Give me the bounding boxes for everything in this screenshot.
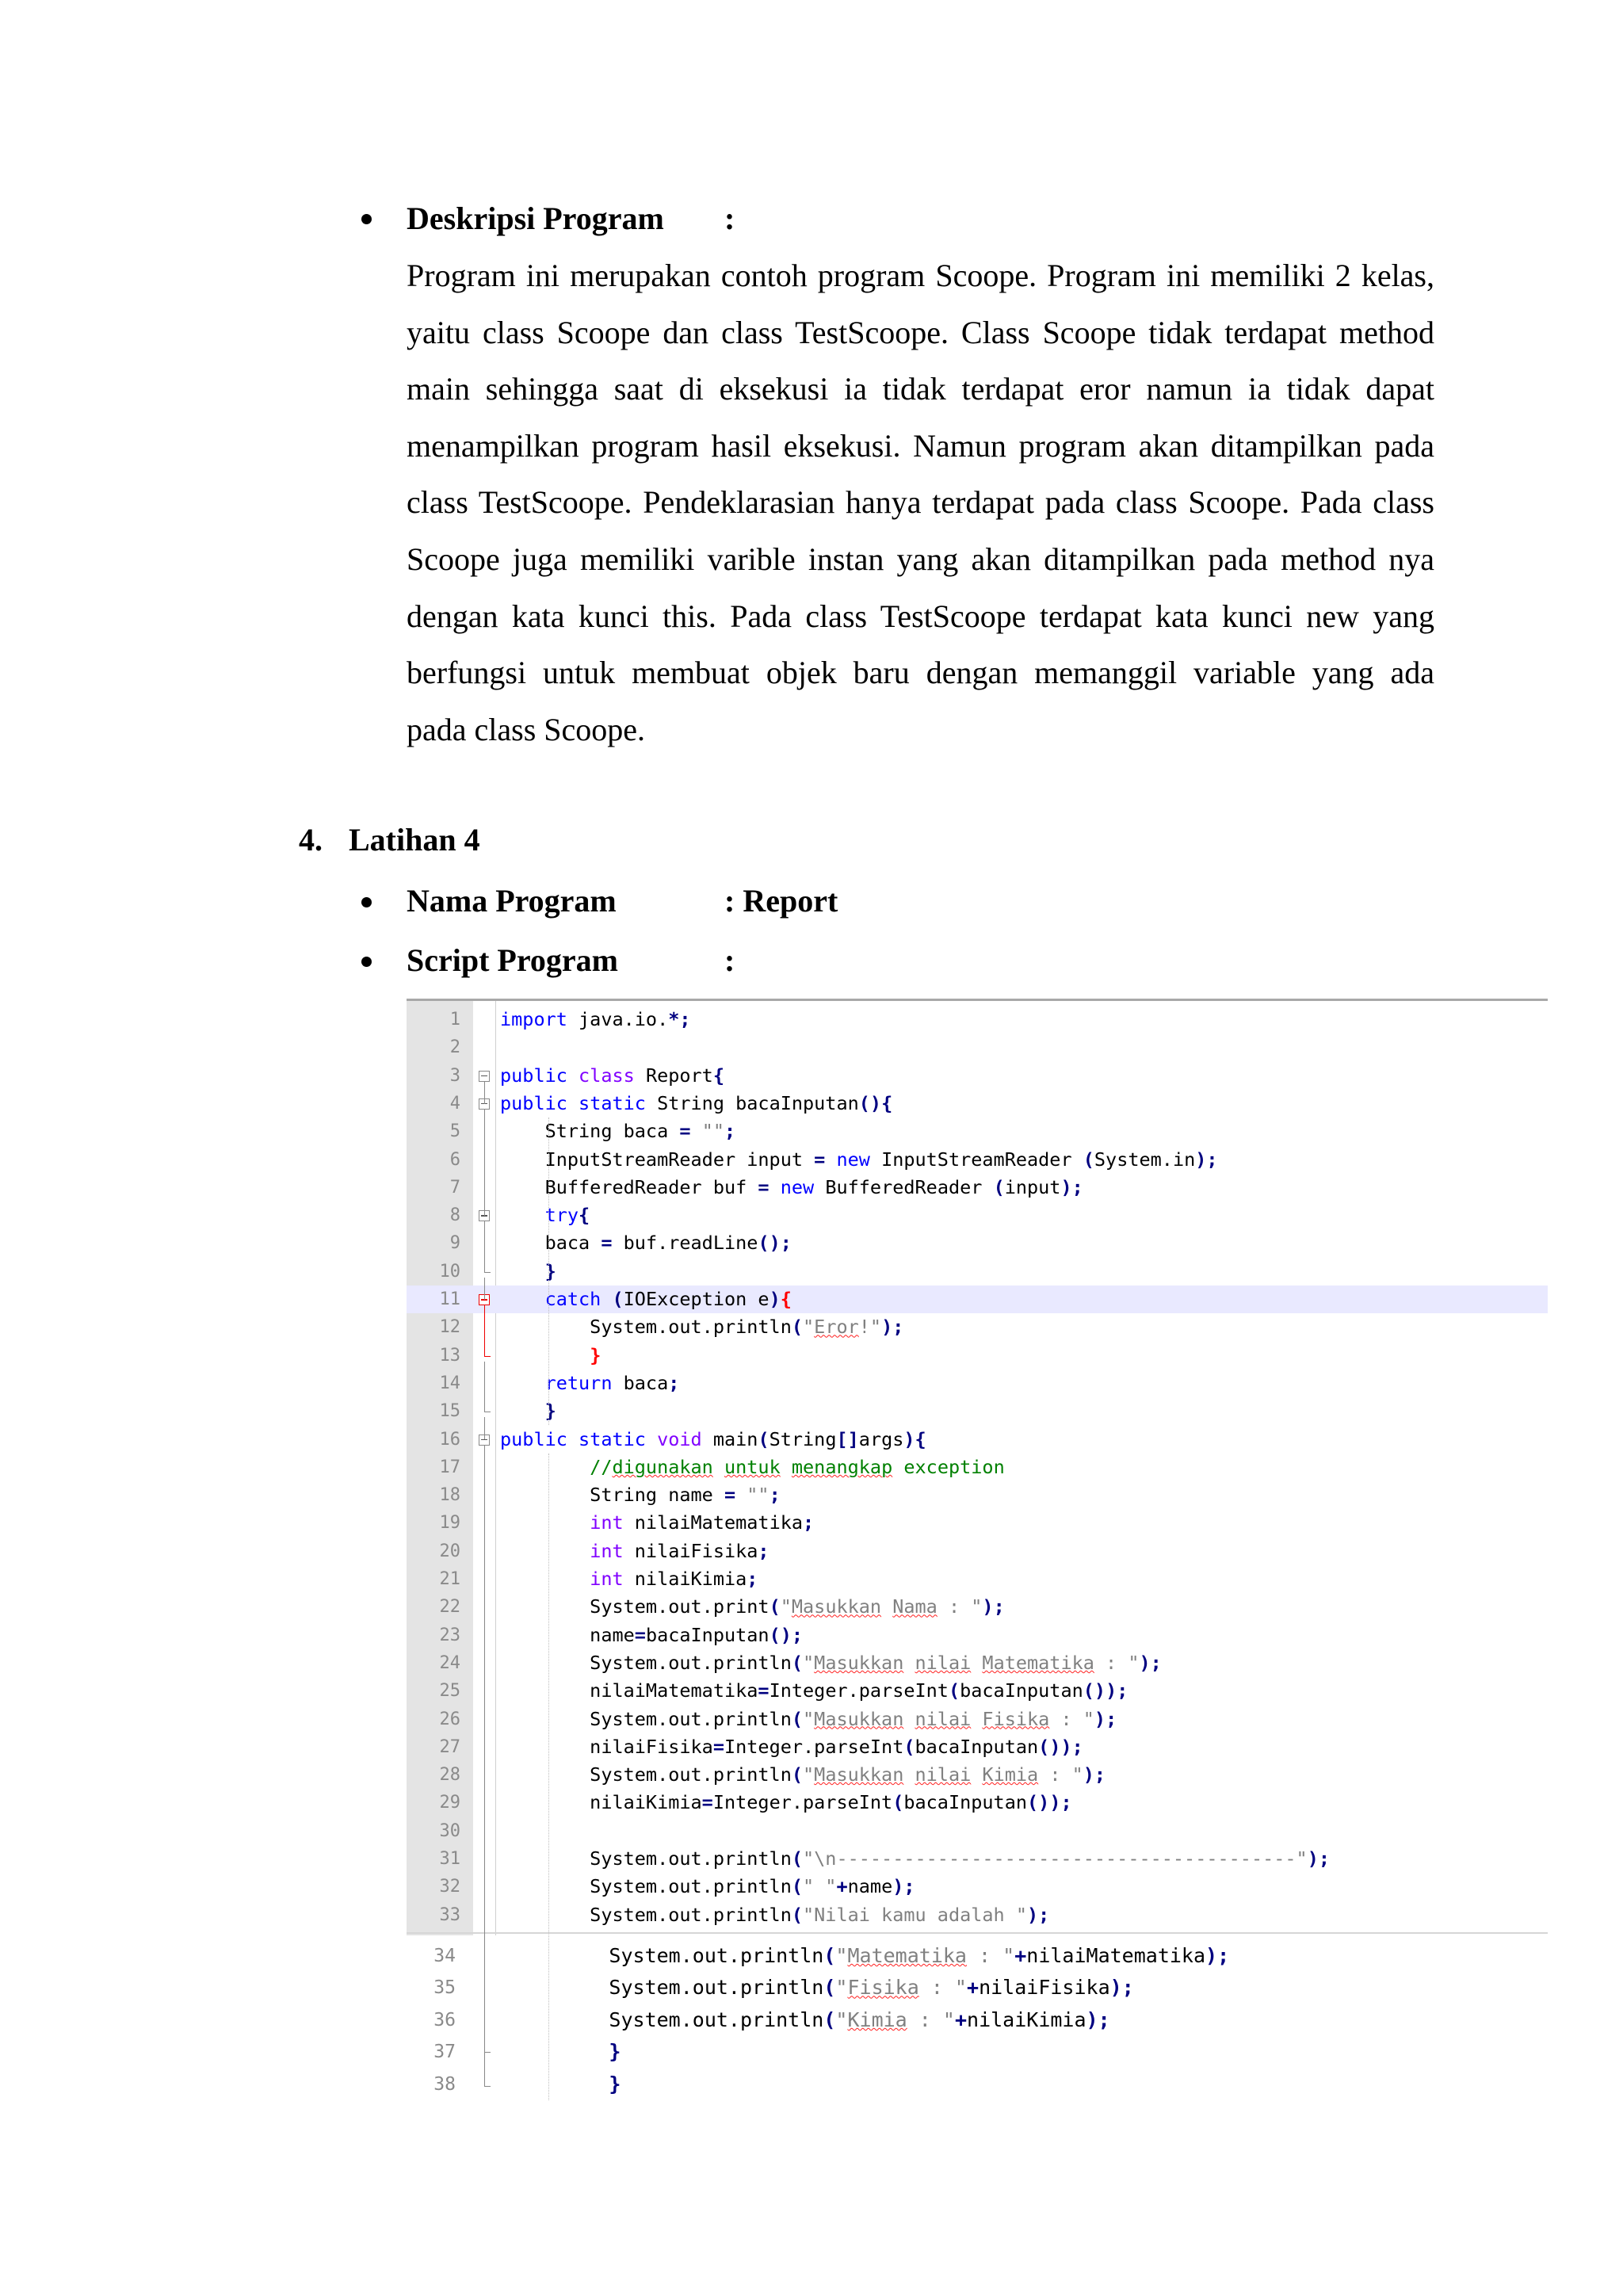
- code-line: [407, 1370, 1548, 1397]
- code-text: System.out.println("Eror!");: [500, 1316, 904, 1339]
- indent-guide: [548, 1454, 549, 2101]
- line-number: 11: [439, 1289, 460, 1309]
- fold-line: [484, 1082, 485, 1104]
- section-colon-deskripsi: :: [724, 201, 735, 236]
- bullet-icon: [361, 897, 372, 907]
- code-text: String baca = "";: [500, 1120, 736, 1143]
- paragraph-line: pada class Scoope.: [407, 711, 646, 747]
- code-text: nilaiKimia=Integer.parseInt(bacaInputan());: [500, 1791, 1072, 1814]
- code-line: [407, 2004, 1548, 2037]
- code-text: int nilaiFisika;: [590, 1539, 769, 1562]
- script-program-colon: :: [724, 942, 735, 978]
- line-number: 10: [439, 1261, 460, 1282]
- code-line: [407, 1706, 1548, 1733]
- script-program-label: Script Program: [407, 942, 618, 978]
- code-text: return baca;: [544, 1371, 680, 1394]
- code-line: [407, 1229, 1548, 1257]
- paragraph-line: class TestScoope. Pendeklarasian hanya terdapat pada class Scoope. Pada class: [407, 484, 1434, 521]
- code-text: }: [609, 2072, 621, 2095]
- code-line: [407, 1454, 1548, 1481]
- code-text: System.out.println("Masukkan nilai Fisika : ");: [500, 1707, 1117, 1730]
- line-number: 35: [433, 1977, 456, 1999]
- fold-end-mark: [484, 2052, 491, 2053]
- code-text: System.out.println(" "+name);: [500, 1875, 915, 1898]
- code-line: [407, 1761, 1548, 1789]
- screenshot-seam: [407, 1932, 1548, 1934]
- line-number: 26: [439, 1709, 460, 1729]
- code-line: [407, 1789, 1548, 1817]
- code-text: baca = buf.readLine();: [500, 1232, 792, 1255]
- line-number: 28: [439, 1765, 460, 1786]
- code-line: [407, 2069, 1548, 2101]
- indent-guide: [548, 1117, 549, 1425]
- line-number: 21: [439, 1569, 460, 1589]
- code-line: [407, 1677, 1548, 1705]
- fold-line: [484, 1305, 485, 1356]
- code-text: nilaiMatematika=Integer.parseInt(bacaInputan());: [500, 1679, 1128, 1702]
- code-line: [407, 1649, 1548, 1677]
- fold-line: [484, 1221, 485, 1272]
- code-text: System.out.println("Nilai kamu adalah ");: [500, 1903, 1050, 1926]
- code-text: }: [590, 1343, 601, 1366]
- code-line: [407, 1901, 1548, 1929]
- code-text: }: [544, 1400, 556, 1423]
- code-line: [407, 1201, 1548, 1229]
- line-number: 27: [439, 1736, 460, 1757]
- code-line: [407, 1397, 1548, 1425]
- code-line: [407, 1313, 1548, 1341]
- paragraph-line: Program ini merupakan contoh program Scoope. Program ini memiliki 2 kelas,: [407, 258, 1434, 293]
- code-line: [407, 1481, 1548, 1509]
- line-number: 34: [433, 1945, 456, 1966]
- line-number: 2: [449, 1037, 460, 1058]
- nama-program-value: : Report: [724, 883, 838, 919]
- paragraph-line: yaitu class Scoope dan class TestScoope. Class Scoope tidak terdapat method: [407, 314, 1434, 350]
- line-number: 20: [439, 1541, 460, 1561]
- code-line: [407, 1817, 1548, 1845]
- code-line: [407, 1509, 1548, 1537]
- bullet-icon: [361, 214, 372, 224]
- line-number: 16: [439, 1429, 460, 1450]
- line-number: 38: [433, 2073, 456, 2095]
- code-text: BufferedReader buf = new BufferedReader (input);: [500, 1175, 1083, 1198]
- code-line: [407, 1940, 1548, 1973]
- line-number: 3: [449, 1065, 460, 1086]
- latihan-number: 4.: [299, 822, 323, 858]
- fold-line: [484, 1446, 485, 2086]
- nama-program-label: Nama Program: [407, 883, 617, 919]
- code-line: [407, 1286, 1548, 1313]
- code-text: String name = "";: [500, 1484, 781, 1507]
- line-number: 25: [439, 1681, 460, 1702]
- line-number: 13: [439, 1345, 460, 1366]
- code-text: InputStreamReader input = new InputStreamReader (System.in);: [500, 1148, 1218, 1171]
- paragraph-line: berfungsi untuk membuat objek baru dengan memanggil variable yang ada: [407, 655, 1434, 691]
- code-line: [407, 1117, 1548, 1145]
- fold-end-mark: [484, 2086, 491, 2087]
- fold-end-mark: [484, 1356, 491, 1357]
- code-line: [407, 1090, 1548, 1117]
- line-number: 29: [439, 1793, 460, 1813]
- code-line: [407, 1845, 1548, 1873]
- section-label-deskripsi: Deskripsi Program: [407, 201, 664, 236]
- line-number: 17: [439, 1457, 460, 1477]
- code-line: [407, 1565, 1548, 1593]
- code-text: int nilaiKimia;: [590, 1568, 758, 1590]
- line-number: 1: [449, 1010, 460, 1030]
- code-text: }: [544, 1259, 556, 1282]
- line-number: 23: [439, 1625, 460, 1645]
- code-text: catch (IOException e){: [544, 1288, 792, 1310]
- code-line: [407, 1258, 1548, 1286]
- code-text: name=bacaInputan();: [500, 1623, 804, 1646]
- fold-line: [484, 1417, 485, 1439]
- code-line: [407, 1593, 1548, 1621]
- code-line: [407, 1873, 1548, 1901]
- code-text: public static void main(String[]args){: [500, 1427, 926, 1450]
- paragraph-line: menampilkan program hasil eksekusi. Namun program akan ditampilkan pada: [407, 427, 1434, 464]
- code-line: [407, 1538, 1548, 1565]
- paragraph-line: main sehingga saat di eksekusi ia tidak terdapat eror namun ia tidak dapat: [407, 371, 1434, 407]
- code-line: [407, 1062, 1548, 1090]
- code-text: System.out.println("Kimia : "+nilaiKimia);: [514, 2008, 1110, 2031]
- code-text: public class Report{: [500, 1064, 724, 1087]
- code-text: import java.io.*;: [500, 1008, 691, 1030]
- fold-line: [484, 1110, 485, 1216]
- code-line: [407, 1033, 1548, 1061]
- paragraph-line: Scoope juga memiliki varible instan yang akan ditampilkan pada method nya: [407, 541, 1434, 577]
- code-text: }: [609, 2040, 621, 2064]
- line-number: 15: [439, 1401, 460, 1422]
- latihan-title: Latihan 4: [349, 822, 480, 858]
- line-number: 18: [439, 1485, 460, 1506]
- line-number: 22: [439, 1597, 460, 1618]
- line-number: 8: [449, 1205, 460, 1226]
- code-text: System.out.print("Masukkan Nama : ");: [500, 1595, 1005, 1618]
- code-text: //digunakan untuk menangkap exception: [590, 1455, 1005, 1478]
- code-line: [407, 1426, 1548, 1454]
- code-text: int nilaiMatematika;: [590, 1511, 815, 1534]
- description-paragraph: [407, 247, 1434, 758]
- line-number: 36: [433, 2009, 456, 2030]
- line-number: 24: [439, 1652, 460, 1673]
- bullet-icon: [361, 957, 372, 967]
- fold-line: [484, 1278, 485, 1300]
- code-text: System.out.println("Matematika : "+nilaiMatematika);: [514, 1943, 1230, 1967]
- code-text: try{: [544, 1204, 590, 1227]
- code-line: [407, 1733, 1548, 1761]
- paragraph-line: dengan kata kunci this. Pada class TestScoope terdapat kata kunci new yang: [407, 598, 1434, 634]
- code-text: System.out.println("Fisika : "+nilaiFisika);: [514, 1976, 1134, 2000]
- code-editor: [407, 999, 1548, 2095]
- code-text: System.out.println("\n-----------------------------------------");: [500, 1847, 1330, 1870]
- line-number: 5: [449, 1121, 460, 1142]
- code-line: [407, 2036, 1548, 2069]
- line-number: 6: [449, 1149, 460, 1170]
- code-text: public static String bacaInputan(){: [500, 1091, 893, 1114]
- code-text: nilaiFisika=Integer.parseInt(bacaInputan());: [500, 1735, 1083, 1758]
- fold-toggle-icon[interactable]: [479, 1071, 490, 1082]
- code-line: [407, 1622, 1548, 1649]
- code-text: System.out.println("Masukkan nilai Matematika : ");: [500, 1651, 1162, 1674]
- fold-end-mark: [484, 1272, 491, 1273]
- line-number: 9: [449, 1233, 460, 1254]
- line-number: 31: [439, 1849, 460, 1869]
- line-number: 37: [433, 2042, 456, 2063]
- fold-line: [484, 1362, 485, 1412]
- code-line: [407, 1174, 1548, 1201]
- line-number: 33: [439, 1904, 460, 1925]
- code-line: [407, 1342, 1548, 1370]
- line-number: 7: [449, 1177, 460, 1198]
- line-number: 19: [439, 1513, 460, 1534]
- line-number: 4: [449, 1093, 460, 1114]
- line-number: 14: [439, 1373, 460, 1393]
- code-text: System.out.println("Masukkan nilai Kimia : ");: [500, 1763, 1106, 1786]
- code-line: [407, 1972, 1548, 2004]
- line-number: 30: [439, 1820, 460, 1841]
- line-number: 32: [439, 1877, 460, 1897]
- code-line: [407, 1006, 1548, 1033]
- line-number: 12: [439, 1317, 460, 1338]
- code-line: [407, 1146, 1548, 1174]
